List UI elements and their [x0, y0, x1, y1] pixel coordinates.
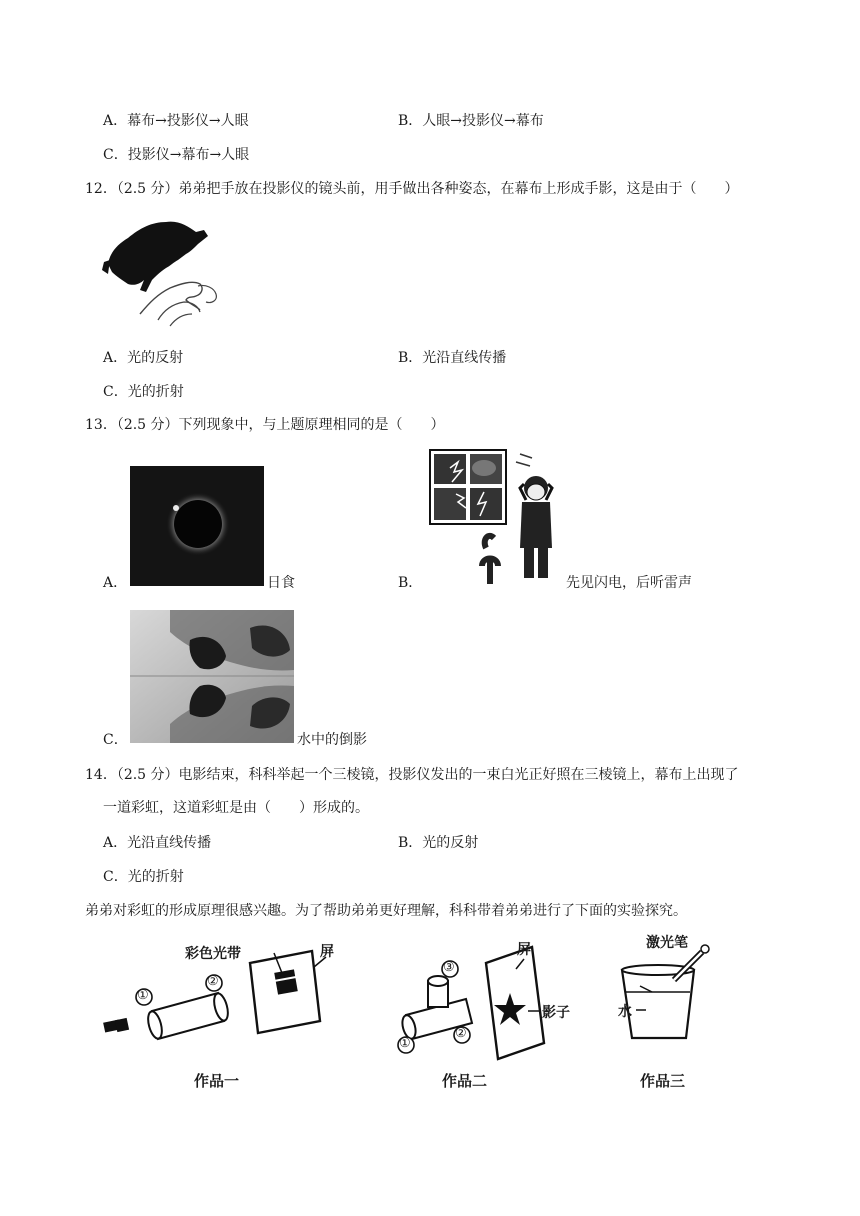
water-reflection-image: [130, 610, 294, 743]
lightning-thunder-image: [424, 448, 564, 586]
hand-shadow-image: [100, 214, 225, 328]
q13-option-b-text: 先见闪电，后听雷声: [566, 575, 692, 591]
q14-option-b: B．光的反射: [398, 835, 479, 851]
q12-option-b: B．光沿直线传播: [398, 350, 507, 366]
solar-eclipse-image: [130, 466, 264, 586]
figure-one-band-label: 彩色光带: [185, 946, 241, 962]
figure-two-marker-1: ①: [399, 1036, 411, 1051]
q12-stem: 12．（2.5 分）弟弟把手放在投影仪的镜头前，用手做出各种姿态，在幕布上形成手影，这是由于（ ）: [85, 181, 739, 197]
figure-work-three: [610, 930, 730, 1097]
q14-stem-line2: 一道彩虹，这道彩虹是由（ ）形成的。: [103, 800, 369, 816]
q13-option-a-text: 日食: [267, 575, 295, 591]
q14-stem-line1: 14．（2.5 分）电影结束，科科举起一个三棱镜，投影仪发出的一束白光正好照在三棱镜上，幕布上出现了: [85, 767, 739, 783]
figure-one-marker-1: ①: [137, 988, 149, 1003]
figure-one-screen-label: 屏: [320, 944, 334, 960]
q11-option-c: C．投影仪→幕布→人眼: [103, 147, 250, 163]
figure-one-caption: 作品一: [194, 1072, 240, 1090]
figure-work-one: [100, 935, 350, 1097]
q12-option-c: C．光的折射: [103, 384, 184, 400]
q12-option-a: A．光的反射: [103, 350, 184, 366]
figure-work-two: [392, 935, 592, 1097]
q14-option-a: A．光沿直线传播: [103, 835, 212, 851]
figure-two-marker-3: ③: [443, 960, 455, 975]
figure-two-marker-2: ②: [455, 1026, 467, 1041]
figure-two-caption: 作品二: [442, 1072, 488, 1090]
figure-two-shadow-label: 影子: [542, 1005, 570, 1021]
figure-three-water-label: 水: [618, 1004, 632, 1020]
q13-option-b-letter: B．: [398, 575, 423, 591]
figure-one-marker-2: ②: [207, 974, 219, 989]
q13-option-c-letter: C．: [103, 732, 128, 748]
figure-two-screen-label: 屏: [517, 942, 531, 958]
figure-two-drawing: [392, 935, 592, 1065]
q11-option-b: B．人眼→投影仪→幕布: [398, 113, 544, 129]
q13-stem: 13．（2.5 分）下列现象中，与上题原理相同的是（ ）: [85, 417, 445, 433]
q13-option-c-text: 水中的倒影: [297, 732, 367, 748]
q13-option-a-letter: A．: [103, 575, 128, 591]
experiment-intro: 弟弟对彩虹的形成原理很感兴趣。为了帮助弟弟更好理解，科科带着弟弟进行了下面的实验探究。: [85, 903, 687, 919]
figure-three-laser-label: 激光笔: [646, 935, 688, 951]
q11-option-a: A．幕布→投影仪→人眼: [103, 113, 249, 129]
figure-three-caption: 作品三: [640, 1072, 686, 1090]
q14-option-c: C．光的折射: [103, 869, 184, 885]
